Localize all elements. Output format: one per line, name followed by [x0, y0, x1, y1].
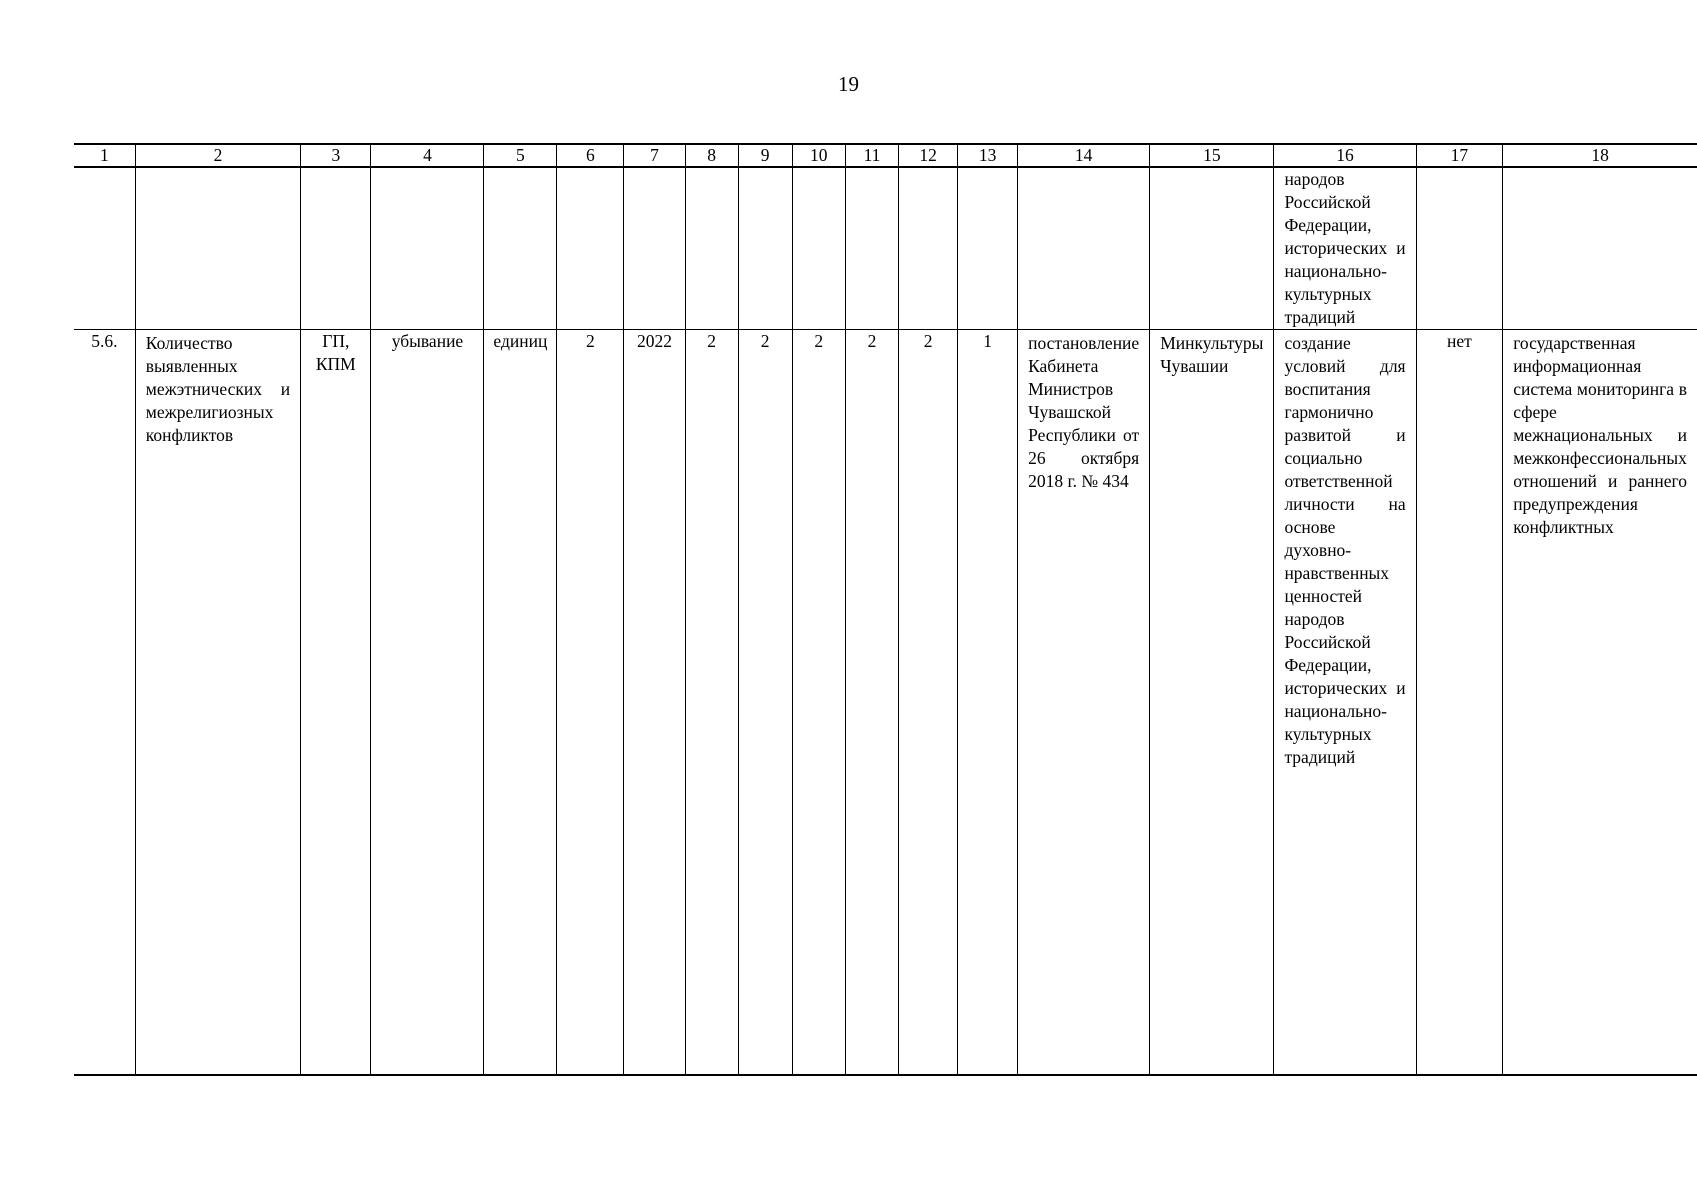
document-basis-cell: постановление Кабинета Министров Чувашской Республики от 26 октября 2018 г. № 434: [1018, 330, 1150, 1076]
value-cell: 2: [685, 330, 738, 1076]
flag-cell: нет: [1416, 330, 1503, 1076]
value-cell: 2022: [624, 330, 685, 1076]
column-header: 4: [371, 144, 484, 167]
page-number: 19: [838, 72, 859, 96]
value-cell: 1: [958, 330, 1018, 1076]
continuation-row: [74, 167, 1697, 330]
column-header: 3: [301, 144, 371, 167]
column-header: 17: [1416, 144, 1503, 167]
column-header: 7: [624, 144, 685, 167]
column-header: 6: [557, 144, 624, 167]
column-header: 8: [685, 144, 738, 167]
column-number-header-row: [74, 144, 1697, 167]
column-header: 15: [1150, 144, 1274, 167]
column-header: 2: [135, 144, 300, 167]
column-header: 1: [74, 144, 135, 167]
continued-goal-cell: народов Российской Федерации, исторических и национально-культурных традиций: [1274, 167, 1416, 330]
unit-cell: единиц: [484, 330, 557, 1076]
column-header: 5: [484, 144, 557, 167]
column-header: 10: [792, 144, 845, 167]
column-header: 18: [1503, 144, 1697, 167]
column-header: 11: [845, 144, 898, 167]
indicator-name-cell: Количество выявленных межэтнических и межрелигиозных конфликтов: [135, 330, 300, 1076]
column-header: 14: [1018, 144, 1150, 167]
indicator-level-cell: ГП, КПМ: [301, 330, 371, 1076]
column-header: 13: [958, 144, 1018, 167]
information-system-cell: государственная информационная система мониторинга в сфере межнациональных и межконфессиональных отношений и раннего предупреждения конфликтных: [1503, 330, 1697, 1076]
trend-cell: убывание: [371, 330, 484, 1076]
table-row-5-6: [74, 330, 1697, 1076]
row-number-cell: 5.6.: [74, 330, 135, 1076]
value-cell: 2: [557, 330, 624, 1076]
value-cell: 2: [845, 330, 898, 1076]
column-header: 9: [738, 144, 792, 167]
column-header: 12: [899, 144, 958, 167]
value-cell: 2: [792, 330, 845, 1076]
value-cell: 2: [738, 330, 792, 1076]
column-header: 16: [1274, 144, 1416, 167]
goal-cell: создание условий для воспитания гармонично развитой и социально ответственной личности на основе духовно-нравственных ценностей народов Российской Федерации, исторических и национально-культурных традиций: [1274, 330, 1416, 1076]
value-cell: 2: [899, 330, 958, 1076]
indicators-table: [74, 143, 1697, 1076]
responsible-body-cell: Минкультуры Чувашии: [1150, 330, 1274, 1076]
